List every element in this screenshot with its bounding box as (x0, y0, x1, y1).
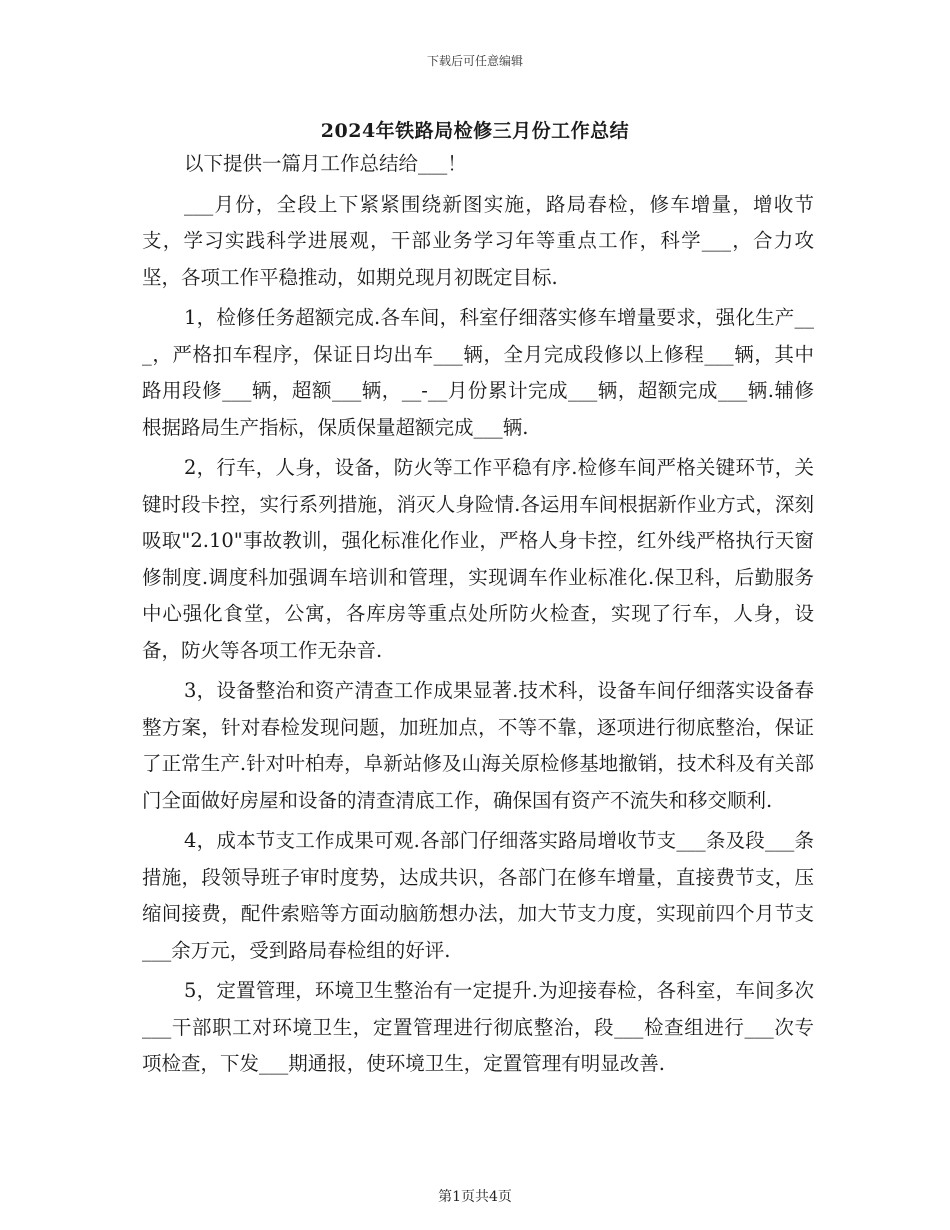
paragraph-overview: ___月份，全段上下紧紧围绕新图实施，路局春检，修车增量，增收节支，学习实践科学进展观，干部业务学习年等重点工作，科学___，合力攻坚，各项工作平稳推动，如期兑现月初既定目标. (142, 192, 814, 289)
paragraph-intro: 以下提供一篇月工作总结给___！ (184, 152, 467, 175)
paragraph-item-5: 5，定置管理，环境卫生整治有一定提升.为迎接春检，各科室，车间多次___干部职工对环境卫生，定置管理进行彻底整治，段___检查组进行___次专项检查，下发___期通报，使环境卫生，定置管理有明显改善. (142, 979, 814, 1075)
paragraph-item-1: 1，检修任务超额完成.各车间，科室仔细落实修车增量要求，强化生产___，严格扣车程序，保证日均出车___辆，全月完成段修以上修程___辆，其中路用段修___辆，超额___辆，__-__月份累计完成___辆，超额完成___辆.辅修根据路局生产指标，保质保量超额完成___辆. (142, 306, 814, 439)
page-header: 下载后可任意编辑 (426, 54, 523, 68)
page-footer: 第1页共4页 (438, 1189, 512, 1205)
paragraph-item-4: 4，成本节支工作成果可观.各部门仔细落实路局增收节支___条及段___条措施，段领导班子审时度势，达成共识，各部门在修车增量，直接费节支，压缩间接费，配件索赔等方面动脑筋想办法，加大节支力度，实现前四个月节支___余万元，受到路局春检组的好评. (142, 829, 814, 962)
paragraph-item-2: 2，行车，人身，设备，防火等工作平稳有序.检修车间严格关键环节，关键时段卡控，实行系列措施，消灭人身险情.各运用车间根据新作业方式，深刻吸取"2.10"事故教训，强化标准化作业，严格人身卡控，红外线严格执行天窗修制度.调度科加强调车培训和管理，实现调车作业标准化.保卫科，后勤服务中心强化食堂，公寓，各库房等重点处所防火检查，实现了行车，人身，设备，防火等各项工作无杂音. (142, 456, 814, 662)
document-body (142, 146, 814, 1087)
paragraph-item-3: 3，设备整治和资产清查工作成果显著.技术科，设备车间仔细落实设备春整方案，针对春检发现问题，加班加点，不等不靠，逐项进行彻底整治，保证了正常生产.针对叶柏寿，阜新站修及山海关原检修基地撤销，技术科及有关部门全面做好房屋和设备的清查清底工作，确保国有资产不流失和移交顺利. (142, 679, 814, 812)
document-title: 2024年铁路局检修三月份工作总结 (320, 120, 630, 142)
